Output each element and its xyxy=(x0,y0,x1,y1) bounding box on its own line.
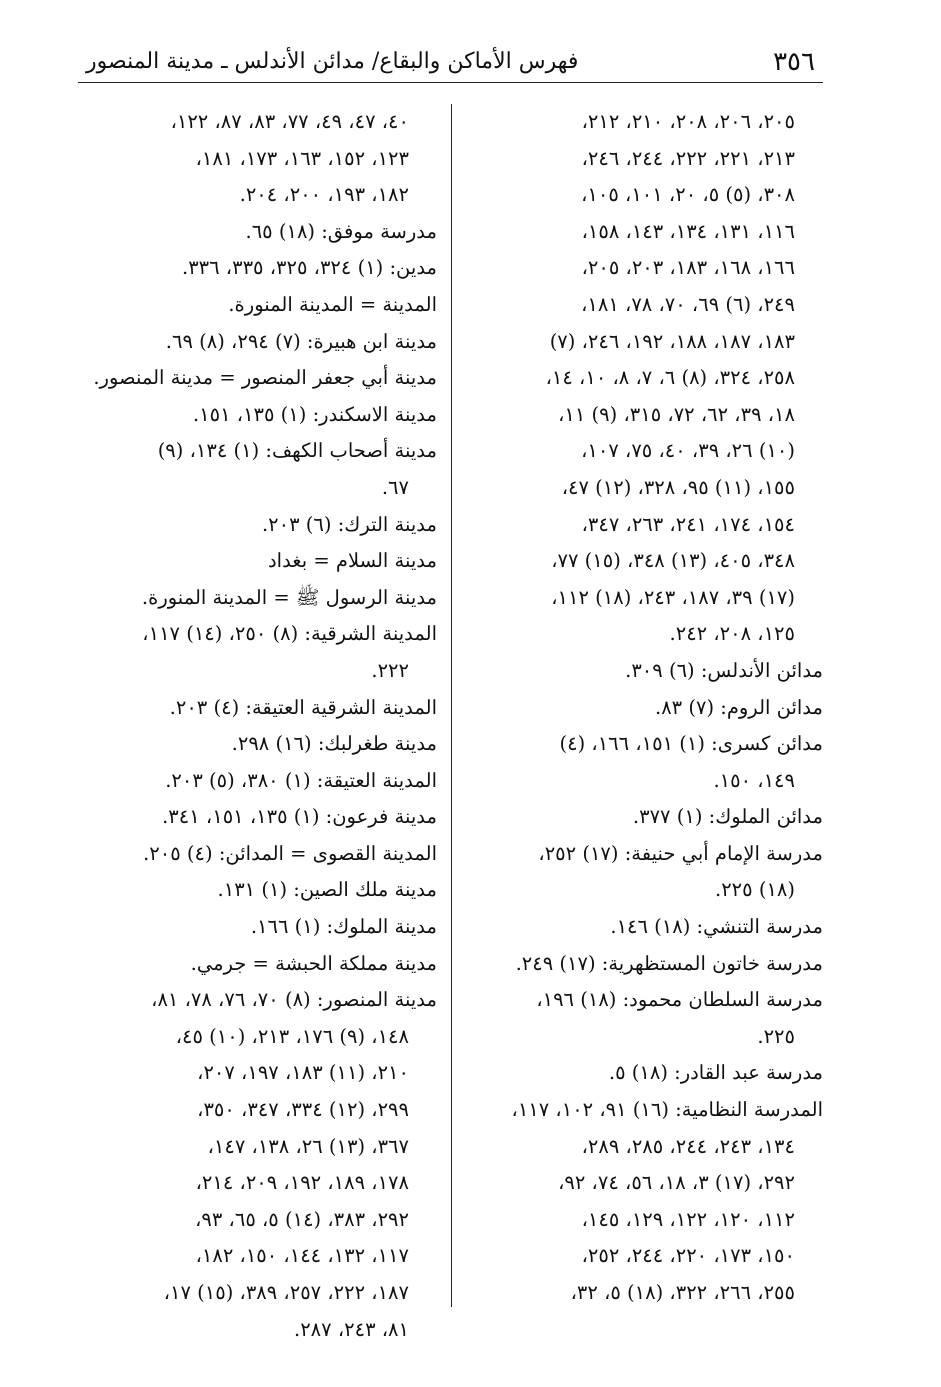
index-entry-line: ١٨٧، ٢٢٢، ٢٥٧، ٣٨٩، (١٥) ١٧، xyxy=(163,1281,409,1304)
index-entry-line: المدينة الشرقية العتيقة: (٤) ٢٠٣. xyxy=(169,695,437,719)
running-title: فهرس الأماكن والبقاع/ مدائن الأندلس ـ مدينة المنصور xyxy=(86,49,579,74)
index-entry-line: ١٨، ٣٩، ٦٢، ٧٢، ٣١٥، (٩) ١١، xyxy=(558,402,795,426)
index-entry-line: مدينة أبي جعفر المنصور = مدينة المنصور. xyxy=(93,366,437,390)
index-entry-line: مدينة ابن هبيرة: (٧) ٢٩٤، (٨) ٦٩. xyxy=(165,329,437,353)
index-entry-line: ١٥٤، ١٧٤، ٢٤١، ٢٦٣، ٣٤٧، xyxy=(581,512,795,536)
index-entry-line: ١٥٠، ١٧٣، ٢٢٠، ٢٤٤، ٢٥٢، xyxy=(581,1244,795,1268)
index-entry-line: مدرسة خاتون المستظهرية: (١٧) ٢٤٩. xyxy=(515,951,823,975)
index-entry-line: مدينة مملكة الحبشة = جرمي. xyxy=(190,951,437,975)
index-entry-line: ٢١٠، (١١) ١٨٣، ١٩٧، ٢٠٧، xyxy=(197,1061,409,1085)
index-entry-line: مدرسة التنشي: (١٨) ١٤٦. xyxy=(610,915,823,939)
index-entry-line: مدائن كسرى: (١) ١٥١، ١٦٦، (٤) xyxy=(559,732,823,756)
index-entry-line: المدينة الشرقية: (٨) ٢٥٠، (١٤) ١١٧، xyxy=(142,622,437,646)
right-column xyxy=(452,104,823,1307)
index-entry-line: ٢٢٢. xyxy=(371,658,409,682)
index-entry-line: مدرسة السلطان محمود: (١٨) ١٩٦، xyxy=(536,988,823,1012)
index-entry-line: ١١٢، ١٢٠، ١٢٢، ١٢٩، ١٤٥، xyxy=(581,1207,795,1231)
index-entry-line: ١١٧، ١٣٢، ١٤٤، ١٥٠، ١٨٢، xyxy=(195,1244,409,1268)
index-entry-line: ١٢٥، ٢٠٨، ٢٤٢. xyxy=(669,622,795,646)
index-entry-line: مدينة الرسول ﷺ = المدينة المنورة. xyxy=(141,585,437,609)
index-entry-line: ١٧٨، ١٨٩، ١٩٢، ٢٠٩، ٢١٤، xyxy=(195,1171,409,1195)
index-entry-line: مدينة الملوك: (١) ١٦٦. xyxy=(250,915,437,939)
left-column xyxy=(78,104,452,1341)
index-entry-line: ٣٠٨، (٥) ٥، ٢٠، ١٠١، ١٠٥، xyxy=(581,183,795,207)
index-entry-line: (١٠) ٢٦، ٣٩، ٤٠، ٧٥، ١٠٧، xyxy=(581,439,795,463)
index-entry-line: المدينة العتيقة: (١) ٣٨٠، (٥) ٢٠٣. xyxy=(165,768,437,792)
index-entry-line: المدينة = المدينة المنورة. xyxy=(228,292,437,316)
index-entry-line: ٢٢٥. xyxy=(757,1024,795,1048)
index-entry-line: ٤٠، ٤٧، ٤٩، ٧٧، ٨٣، ٨٧، ١٢٢، xyxy=(170,110,409,133)
index-entry-line: ٢٤٩، (٦) ٦٩، ٧٠، ٧٨، ١٨١، xyxy=(581,292,795,316)
index-entry-line: مدائن الأندلس: (٦) ٣٠٩. xyxy=(625,658,823,682)
index-entry-line: مدائن الروم: (٧) ٨٣. xyxy=(654,695,823,719)
page-number: ٣٥٦ xyxy=(773,47,815,77)
index-entry-line: مدين: (١) ٣٢٤، ٣٢٥، ٣٣٥، ٣٣٦. xyxy=(181,256,437,280)
index-entry-line: ٢٩٩، (١٢) ٣٣٤، ٣٤٧، ٣٥٠، xyxy=(197,1098,409,1122)
index-entry-line: ١٣٤، ٢٤٣، ٢٤٤، ٢٨٥، ٢٨٩، xyxy=(581,1134,795,1158)
index-entry-line: ١٥٥، (١١) ٩٥، ٣٢٨، (١٢) ٤٧، xyxy=(561,475,795,499)
index-entry-line: مدينة أصحاب الكهف: (١) ١٣٤، (٩) xyxy=(157,439,437,463)
index-entry-line: المدرسة النظامية: (١٦) ٩١، ١٠٢، ١١٧، xyxy=(511,1098,823,1122)
index-entry-line: ٢٥٥، ٢٦٦، ٣٢٢، (١٨) ٥، ٣٢، xyxy=(570,1281,795,1304)
index-entry-line: ٨١، ٢٤٣، ٢٨٧. xyxy=(294,1317,409,1341)
index-entry-line: ١٦٦، ١٦٨، ١٨٣، ٢٠٣، ٢٠٥، xyxy=(581,256,795,280)
index-entry-line: (١٨) ٢٢٥. xyxy=(715,878,795,902)
index-entry-line: مدينة فرعون: (١) ١٣٥، ١٥١، ٣٤١. xyxy=(162,805,437,829)
index-entry-line: ٢٥٨، ٣٢٤، (٨) ٦، ٧، ٨، ١٠، ١٤، xyxy=(545,366,795,390)
index-entry-line: ١٤٩، ١٥٠. xyxy=(713,768,795,792)
index-entry-line: ٢٩٢، ٣٨٣، (١٤) ٥، ٦٥، ٩٣، xyxy=(195,1207,409,1231)
index-entry-line: مدائن الملوك: (١) ٣٧٧. xyxy=(632,805,823,829)
index-entry-line: مدينة الاسكندر: (١) ١٣٥، ١٥١. xyxy=(192,402,437,426)
page-header xyxy=(78,38,823,83)
index-entry-line: مدينة المنصور: (٨) ٧٠، ٧٦، ٧٨، ٨١، xyxy=(151,988,437,1012)
index-entry-line: ٢١٣، ٢٢١، ٢٢٢، ٢٤٤، ٢٤٦، xyxy=(581,146,795,170)
index-entry-line: مدرسة عبد القادر: (١٨) ٥. xyxy=(608,1061,823,1085)
index-entry-line: ٢٩٢، (١٧) ٣، ١٨، ٥٦، ٧٤، ٩٢، xyxy=(558,1171,795,1195)
index-entry-line: ١٢٣، ١٥٢، ١٦٣، ١٧٣، ١٨١، xyxy=(195,146,409,170)
index-entry-line: ١٤٨، (٩) ١٧٦، ٢١٣، (١٠) ٤٥، xyxy=(175,1024,409,1048)
index-entry-line: ٣٦٧، (١٣) ٢٦، ١٣٨، ١٤٧، xyxy=(207,1134,409,1158)
index-entry-line: ٣٤٨، ٤٠٥، (١٣) ٣٤٨، (١٥) ٧٧، xyxy=(551,549,795,573)
index-entry-line: ٢٠٥، ٢٠٦، ٢٠٨، ٢١٠، ٢١٢، xyxy=(581,110,795,133)
index-entry-line: مدرسة موفق: (١٨) ٦٥. xyxy=(245,219,437,243)
index-entry-line: المدينة القصوى = المدائن: (٤) ٢٠٥. xyxy=(143,841,437,865)
index-entry-line: ٦٧. xyxy=(381,475,409,499)
index-entry-line: مدينة السلام = بغداد xyxy=(267,549,437,573)
index-entry-line: مدينة الترك: (٦) ٢٠٣. xyxy=(261,512,437,536)
index-entry-line: ١٨٣، ١٨٧، ١٨٨، ١٩٢، ٢٤٦، (٧) xyxy=(549,329,795,353)
index-entry-line: ١١٦، ١٣١، ١٣٤، ١٤٣، ١٥٨، xyxy=(581,219,795,243)
index-entry-line: مدينة ملك الصين: (١) ١٣١. xyxy=(217,878,437,902)
index-columns xyxy=(78,104,823,1341)
index-entry-line: مدينة طغرلبك: (١٦) ٢٩٨. xyxy=(231,732,437,756)
index-entry-line: مدرسة الإمام أبي حنيفة: (١٧) ٢٥٢، xyxy=(538,841,823,865)
index-entry-line: (١٧) ٣٩، ١٨٧، ٢٤٣، (١٨) ١١٢، xyxy=(551,585,795,609)
index-entry-line: ١٨٢، ١٩٣، ٢٠٠، ٢٠٤. xyxy=(239,183,409,207)
